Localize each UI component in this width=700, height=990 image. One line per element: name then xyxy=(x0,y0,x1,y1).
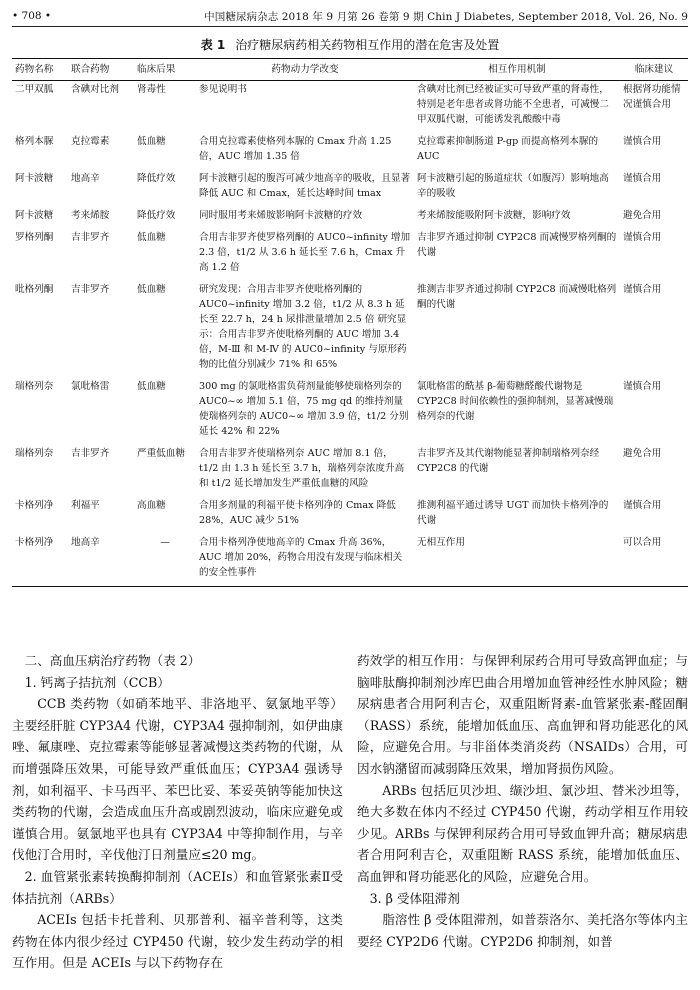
drug-name-cell: 吡格列酮 xyxy=(15,284,54,295)
combined-drug-cell: 含碘对比剂 xyxy=(71,84,119,95)
recommendation-cell: 谨慎合用 xyxy=(623,173,662,184)
table-title: 治疗糖尿病药相关药物相互作用的潜在危害及处置 xyxy=(235,38,500,52)
pharmacokinetics-cell: 合用多剂量的利福平使卡格列净的 Cmax 降低 28%，AUC 减少 51% xyxy=(199,500,396,526)
pharmacokinetics-cell: 参见说明书 xyxy=(199,84,247,95)
col-header: 药物名称 xyxy=(12,59,68,81)
drug-name-cell: 格列本脲 xyxy=(15,136,54,147)
drug-name-cell: 瑞格列奈 xyxy=(15,448,54,459)
right-column xyxy=(357,650,688,974)
clinical-outcome-cell: 降低疗效 xyxy=(137,210,176,221)
combined-drug-cell: 吉非罗齐 xyxy=(71,284,110,295)
table-row xyxy=(12,534,688,587)
recommendation-cell: 谨慎合用 xyxy=(623,284,662,295)
clinical-outcome-cell: 严重低血糖 xyxy=(137,448,185,459)
section-heading: 二、高血压病治疗药物（表 2） xyxy=(24,653,201,668)
table-number: 表 1 xyxy=(200,38,226,52)
col-header: 相互作用机制 xyxy=(414,59,620,81)
mechanism-cell: 吉非罗齐通过抑制 CYP2C8 而减慢罗格列酮的代谢 xyxy=(417,232,617,258)
left-column xyxy=(12,650,343,974)
table-caption xyxy=(0,36,700,53)
col-header: 临床建议 xyxy=(620,59,688,81)
col-header: 药物动力学改变 xyxy=(196,59,414,81)
pharmacokinetics-cell: 合用克拉霉素使格列本脲的 Cmax 升高 1.25 倍，AUC 增加 1.35 倍 xyxy=(199,136,392,162)
mechanism-cell: 推测利福平通过诱导 UGT 而加快卡格列净的代谢 xyxy=(417,500,609,526)
mechanism-cell: 阿卡波糖引起的肠道症状（如腹泻）影响地高辛的吸收 xyxy=(417,173,609,199)
recommendation-cell: 谨慎合用 xyxy=(623,232,662,243)
pharmacokinetics-cell: 同时服用考来烯胺影响阿卡波糖的疗效 xyxy=(199,210,363,221)
clinical-outcome-cell: 高血糖 xyxy=(137,500,166,511)
page-number: • 708 • xyxy=(12,10,52,22)
running-header xyxy=(12,6,688,27)
subsection-heading: 1. 钙离子拮抗剂（CCB） xyxy=(24,674,170,690)
combined-drug-cell: 地高辛 xyxy=(71,173,100,184)
paragraph: ACEIs 包括卡托普利、贝那普利、福辛普利等，这类药物在体内很少经过 CYP450 代谢，较少发生药动学的相互作用。但是 ACEIs 与以下药物存在 xyxy=(12,912,343,971)
drug-name-cell: 卡格列净 xyxy=(15,500,54,511)
clinical-outcome-cell: 降低疗效 xyxy=(137,173,176,184)
combined-drug-cell: 利福平 xyxy=(71,500,100,511)
drug-name-cell: 阿卡波糖 xyxy=(15,210,54,221)
mechanism-cell: 氯吡格雷的酰基 β-葡萄糖醛酸代谢物是 CYP2C8 时间依赖性的强抑制剂，显著减慢瑞格列奈的代谢 xyxy=(417,381,614,422)
combined-drug-cell: 克拉霉素 xyxy=(71,136,110,147)
mechanism-cell: 吉非罗齐及其代谢物能显著抑制瑞格列奈经 CYP2C8 的代谢 xyxy=(417,448,600,474)
clinical-outcome-cell: 低血糖 xyxy=(137,381,166,392)
table-row xyxy=(12,445,688,497)
interaction-table xyxy=(12,58,688,587)
table-row xyxy=(12,133,688,170)
pharmacokinetics-cell: 阿卡波糖引起的腹泻可减少地高辛的吸收，且显著降低 AUC 和 Cmax，延长达峰时间 tmax xyxy=(199,173,411,199)
recommendation-cell: 谨慎合用 xyxy=(623,500,662,511)
combined-drug-cell: 地高辛 xyxy=(68,534,134,587)
article-body xyxy=(12,650,688,974)
combined-drug-cell: 氯吡格雷 xyxy=(71,381,110,392)
combined-drug-cell: 考来烯胺 xyxy=(71,210,110,221)
table-body xyxy=(12,81,688,587)
clinical-outcome-cell: 低血糖 xyxy=(137,284,166,295)
table-row xyxy=(12,81,688,134)
drug-name-cell: 二甲双胍 xyxy=(15,84,54,95)
pharmacokinetics-cell: 合用吉非罗齐使罗格列酮的 AUC0~infinity 增加 2.3 倍，t1/2 从 3.6 h 延长至 7.6 h，Cmax 升高 1.2 倍 xyxy=(199,232,411,273)
col-header: 临床后果 xyxy=(134,59,196,81)
subsection-heading: 3. β 受体阻滞剂 xyxy=(369,890,460,906)
table-row xyxy=(12,497,688,534)
recommendation-cell: 避免合用 xyxy=(623,210,662,221)
pharmacokinetics-cell: 研究发现：合用吉非罗齐使吡格列酮的 AUC0~infinity 增加 3.2 倍，t1/2 从 8.3 h 延长至 22.7 h，24 h 尿排泄量增加 2.5 倍 研究显示：合用吉非罗齐使吡格列酮的 AUC 增加 3.4 倍，M-Ⅲ 和 M-Ⅳ 的 AUC0~infinity 与原形药物的比值分别减少 71% 和 65% xyxy=(199,284,407,370)
table-row xyxy=(12,281,688,378)
paragraph: 药效学的相互作用：与保钾利尿药合用可导致高钾血症；与脑啡肽酶抑制剂沙库巴曲合用增加血管神经性水肿风险；糖尿病患者合用阿利吉仑，双重阻断肾素-血管紧张素-醛固酮（RASS）系统，能增加低血压、高血钾和肾功能恶化的风险，应避免合用。与非甾体类消炎药（NSAIDs）合用，可因水钠潴留而减弱降压效果，增加肾损伤风险。 xyxy=(357,653,688,776)
clinical-outcome-cell: 肾毒性 xyxy=(137,84,166,95)
pharmacokinetics-cell: 合用卡格列净使地高辛的 Cmax 升高 36%，AUC 增加 20%，药物合用没有发现与临床相关的安全性事件 xyxy=(196,534,414,587)
table-header-row xyxy=(12,59,688,81)
clinical-outcome-cell: — xyxy=(134,534,196,587)
combined-drug-cell: 吉非罗齐 xyxy=(71,232,110,243)
combined-drug-cell: 吉非罗齐 xyxy=(71,448,110,459)
drug-name-cell: 瑞格列奈 xyxy=(15,381,54,392)
recommendation-cell: 谨慎合用 xyxy=(623,381,662,392)
table-row xyxy=(12,170,688,207)
recommendation-cell: 避免合用 xyxy=(623,448,662,459)
paragraph: CCB 类药物（如硝苯地平、非洛地平、氨氯地平等）主要经肝脏 CYP3A4 代谢，CYP3A4 强抑制剂，如伊曲康唑、氟康唑、克拉霉素等能够显著减慢这类药物的代谢，从而增强降压效果，可能导致严重低血压；CYP3A4 强诱导剂，如利福平、卡马西平、苯巴比妥、苯妥英钠等能加快这类药物的代谢，会造成血压升高或剧烈波动，临床应避免或谨慎合用。氨氯地平也具有 CYP3A4 中等抑制作用，与辛伐他汀合用时，辛伐他汀日剂量应≤20 mg。 xyxy=(12,696,343,863)
table-row xyxy=(12,229,688,281)
mechanism-cell: 无相互作用 xyxy=(414,534,620,587)
recommendation-cell: 可以合用 xyxy=(620,534,688,587)
pharmacokinetics-cell: 合用吉非罗齐使瑞格列奈 AUC 增加 8.1 倍，t1/2 由 1.3 h 延长至 3.7 h，瑞格列奈浓度升高和 t1/2 延长增加发生严重低血糖的风险 xyxy=(199,448,405,489)
clinical-outcome-cell: 低血糖 xyxy=(137,136,166,147)
recommendation-cell: 谨慎合用 xyxy=(623,136,662,147)
drug-name-cell: 罗格列酮 xyxy=(15,232,54,243)
recommendation-cell: 根据肾功能情况谨慎合用 xyxy=(623,84,681,110)
col-header: 联合药物 xyxy=(68,59,134,81)
mechanism-cell: 考来烯胺能吸附阿卡波糖，影响疗效 xyxy=(417,210,571,221)
journal-citation: 中国糖尿病杂志 2018 年 9 月第 26 卷第 9 期 Chin J Diabetes, September 2018, Vol. 26, No. 9 xyxy=(204,10,688,23)
clinical-outcome-cell: 低血糖 xyxy=(137,232,166,243)
paragraph: 脂溶性 β 受体阻滞剂，如普萘洛尔、美托洛尔等体内主要经 CYP2D6 代谢。CYP2D6 抑制剂，如普 xyxy=(357,912,688,949)
mechanism-cell: 推测吉非罗齐通过抑制 CYP2C8 而减慢吡格列酮的代谢 xyxy=(417,284,617,310)
table-row xyxy=(12,378,688,445)
table-row xyxy=(12,207,688,229)
drug-name-cell: 阿卡波糖 xyxy=(15,173,54,184)
mechanism-cell: 含碘对比剂已经被证实可导致严重的肾毒性，特别是老年患者或肾功能不全患者，可减慢二甲双胍代谢，可能诱发乳酸酸中毒 xyxy=(417,84,609,125)
paragraph: ARBs 包括厄贝沙坦、缬沙坦、氯沙坦、替米沙坦等，绝大多数在体内不经过 CYP450 代谢，药动学相互作用较少见。ARBs 与保钾利尿药合用可导致血钾升高；糖尿病患者合用阿利吉仑，双重阻断 RASS 系统，能增加低血压、高血钾和肾功能恶化的风险，应避免合用。 xyxy=(357,782,688,884)
mechanism-cell: 克拉霉素抑制肠道 P-gp 而提高格列本脲的 AUC xyxy=(417,136,599,162)
subsection-heading: 2. 血管紧张素转换酶抑制剂（ACEIs）和血管紧张素Ⅱ受体拮抗剂（ARBs） xyxy=(12,868,343,906)
drug-name-cell: 卡格列净 xyxy=(12,534,68,587)
pharmacokinetics-cell: 300 mg 的氯吡格雷负荷剂量能够使瑞格列奈的 AUC0~∞ 增加 5.1 倍，75 mg qd 的维持剂量使瑞格列奈的 AUC0~∞ 增加 3.9 倍，t1/2 分别延长 42% 和 22% xyxy=(199,381,409,437)
